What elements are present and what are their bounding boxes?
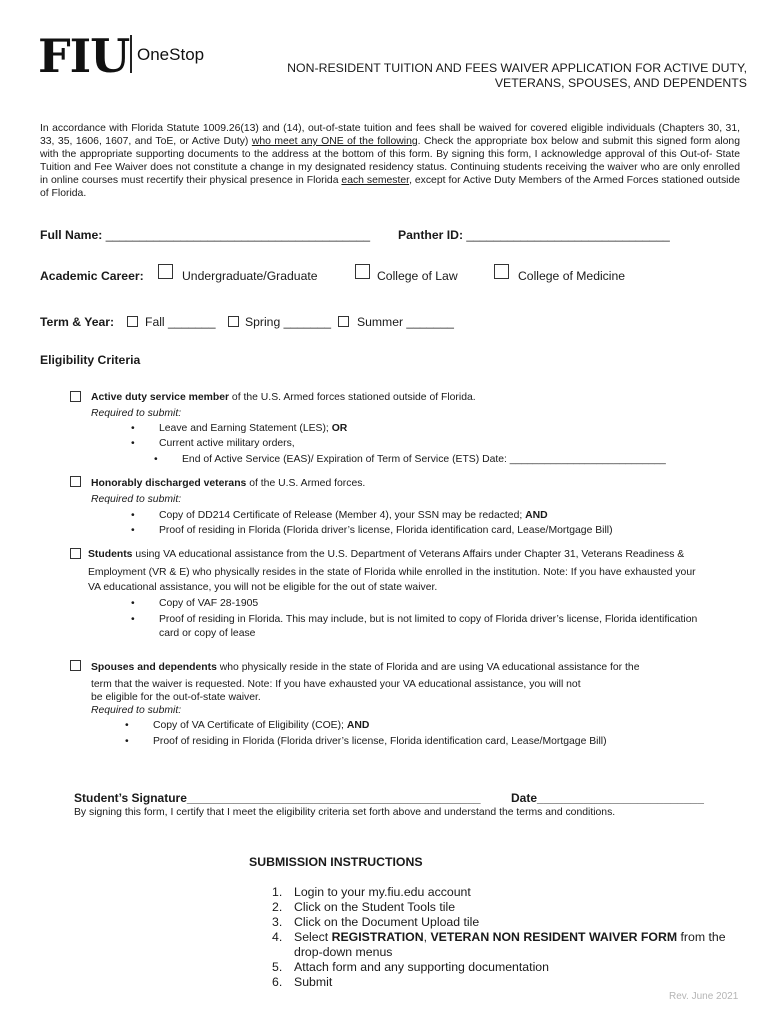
required-label: Required to submit: <box>91 494 182 505</box>
step-item <box>272 975 333 990</box>
step-item <box>272 960 549 975</box>
date-line[interactable]: _________________________ <box>537 791 704 805</box>
term-option-summer: Summer _______ <box>357 315 454 329</box>
panther-id-field[interactable] <box>398 228 670 242</box>
step-number: 2. <box>272 900 283 914</box>
required-label: Required to submit: <box>91 408 182 419</box>
spouses-title: Spouses and dependents <box>91 662 217 673</box>
students-text: using VA educational assistance from the U.S. Department of Veterans Affairs under Chapter 31, Veterans Readiness & <box>132 549 685 560</box>
checkbox-undergraduate-graduate[interactable] <box>158 264 173 279</box>
spouses-text: who physically reside in the state of Florida and are using VA educational assistance for the <box>216 662 640 673</box>
step-number: 4. <box>272 930 283 944</box>
list-item: • Proof of residing in Florida (Florida driver’s license, Florida identification card, Lease/Mortgage Bill) <box>159 523 613 538</box>
list-item: • Proof of residing in Florida (Florida driver’s license, Florida identification card, Lease/Mortgage Bill) <box>153 734 607 749</box>
intro-part2: . Check the appropriate box below and submit this signed form along with the appropriate supporting documents to the address at the bottom of this form. By signing this form, I acknowledge approval of this Out-of- State Tuition and Fee Waiver does not constitute a change in my designated residency status. Continuing students receiving the waiver who are only enrolled in online courses must recertify their physical presence in Florida <box>40 136 740 186</box>
submission-heading: SUBMISSION INSTRUCTIONS <box>249 855 423 869</box>
step-item <box>272 930 744 960</box>
panther-id-label: Panther ID: <box>398 228 467 242</box>
list-item <box>153 718 369 733</box>
step-number: 5. <box>272 960 283 974</box>
list-item-sub: • End of Active Service (EAS)/ Expiration of Term of Service (ETS) Date: ___________________________ <box>182 452 666 467</box>
full-name-field[interactable] <box>40 228 370 242</box>
list-item-continued: card or copy of lease <box>159 628 256 639</box>
checkbox-veterans[interactable] <box>70 476 81 487</box>
spouses-text-line2: term that the waiver is requested. Note: If you have exhausted your VA educational assistance, you will not <box>91 679 581 690</box>
signature-field[interactable] <box>74 791 481 805</box>
full-name-label: Full Name: <box>40 228 106 242</box>
step-emphasis: VETERAN NON RESIDENT WAIVER FORM <box>430 930 678 944</box>
academic-career-label: Academic Career: <box>40 269 144 283</box>
list-item-connector: AND <box>346 720 370 731</box>
active-duty-title: Active duty service member <box>91 392 230 403</box>
checkbox-spouses-dependents[interactable] <box>70 660 81 671</box>
list-item-text: Copy of DD214 Certificate of Release (Member 4), your SSN may be redacted; <box>159 510 526 521</box>
step-number: 6. <box>272 975 283 989</box>
career-option-label: College of Law <box>377 269 458 283</box>
students-title: Students <box>88 549 133 560</box>
signature-label: Student’s Signature <box>74 791 187 805</box>
step-text: Submit <box>294 975 333 989</box>
intro-paragraph <box>40 122 740 200</box>
logo-divider <box>130 35 132 73</box>
full-name-line[interactable]: _______________________________________ <box>105 228 371 242</box>
step-text: Click on the Document Upload tile <box>294 915 480 929</box>
active-duty-criterion <box>91 390 476 405</box>
students-text-line3: VA educational assistance, you will not be eligible for the out of state waiver. <box>88 582 438 593</box>
step-separator: , <box>423 930 431 944</box>
date-field[interactable] <box>511 791 704 805</box>
students-text-line2: Employment (VR & E) who physically resides in the state of Florida while enrolled in the institution. Note: If you have exhausted your <box>88 567 696 578</box>
list-item-text: Copy of VA Certificate of Eligibility (COE); <box>153 720 347 731</box>
list-item <box>159 508 548 523</box>
intro-part3: , except for Active Duty Members of the Armed Forces stationed outside of Florida. <box>40 175 740 199</box>
list-item: • Copy of VAF 28-1905 <box>159 596 258 611</box>
list-item: • Proof of residing in Florida. This may include, but is not limited to copy of Florida driver’s license, Florida identification <box>159 612 697 627</box>
step-text-rest: from the <box>677 930 726 944</box>
required-text: Required to submit <box>91 705 179 716</box>
signature-line[interactable]: ____________________________________________ <box>186 791 481 805</box>
active-duty-text: of the U.S. Armed forces stationed outside of Florida. <box>229 392 476 403</box>
step-item <box>272 915 480 930</box>
term-option-spring: Spring _______ <box>245 315 332 329</box>
fiu-logo: FIU <box>38 29 130 83</box>
term-option-fall: Fall _______ <box>145 315 216 329</box>
required-text: Required to submit <box>91 494 179 505</box>
date-label: Date <box>511 791 538 805</box>
step-text: Attach form and any supporting documentation <box>294 960 549 974</box>
checkbox-college-of-law[interactable] <box>355 264 370 279</box>
checkbox-students[interactable] <box>70 548 81 559</box>
veterans-text: of the U.S. Armed forces. <box>246 478 366 489</box>
term-year-label: Term & Year: <box>40 315 115 329</box>
step-text: Click on the Student Tools tile <box>294 900 456 914</box>
step-item <box>272 900 456 915</box>
checkbox-summer[interactable] <box>338 316 349 327</box>
list-item-connector: AND <box>525 510 548 521</box>
intro-part1: In accordance with Florida Statute 1009.26(13) and (14), out-of-state tuition and fees shall be waived for covered eligible individuals (Chapters 30, 31, 33, 35, 1606, 1607, and ToE, or Active Duty) <box>40 123 740 147</box>
step-text: Select <box>294 930 332 944</box>
list-item-text: Leave and Earning Statement (LES); <box>159 423 332 434</box>
list-item: • Current active military orders, <box>159 436 295 451</box>
step-text-continued: drop-down menus <box>294 945 393 959</box>
panther-id-line[interactable]: ______________________________ <box>466 228 670 242</box>
list-item <box>159 421 347 436</box>
form-title-line2: VETERANS, SPOUSES, AND DEPENDENTS <box>494 76 747 90</box>
signature-note: By signing this form, I certify that I meet the eligibility criteria set forth above and understand the terms and conditions. <box>74 807 616 818</box>
revision-date: Rev. June 2021 <box>669 991 739 1002</box>
veterans-criterion <box>91 476 365 491</box>
spouses-text-line3: be eligible for the out-of-state waiver. <box>91 692 261 703</box>
step-number: 1. <box>272 885 283 899</box>
career-option-label: Undergraduate/Graduate <box>182 269 318 283</box>
veterans-title: Honorably discharged veterans <box>91 478 247 489</box>
step-text: Login to your my.fiu.edu account <box>294 885 471 899</box>
required-label: Required to submit: <box>91 705 182 716</box>
spouses-criterion <box>91 660 639 675</box>
form-title <box>187 61 747 91</box>
step-number: 3. <box>272 915 283 929</box>
eligibility-heading: Eligibility Criteria <box>40 353 141 367</box>
onestop-brand: OneStop <box>137 45 205 64</box>
form-title-line1: NON-RESIDENT TUITION AND FEES WAIVER APPLICATION FOR ACTIVE DUTY, <box>287 61 747 75</box>
intro-emphasis-1: who meet any ONE of the following <box>251 136 418 147</box>
students-criterion <box>88 547 684 562</box>
step-item <box>272 885 471 900</box>
list-item-connector: OR <box>331 423 348 434</box>
required-text: Required to submit <box>91 408 179 419</box>
step-emphasis: REGISTRATION <box>331 930 424 944</box>
checkbox-active-duty[interactable] <box>70 391 81 402</box>
intro-emphasis-2: each semester <box>341 175 410 186</box>
checkbox-fall[interactable] <box>127 316 138 327</box>
career-option-label: College of Medicine <box>518 269 626 283</box>
checkbox-college-of-medicine[interactable] <box>494 264 509 279</box>
checkbox-spring[interactable] <box>228 316 239 327</box>
